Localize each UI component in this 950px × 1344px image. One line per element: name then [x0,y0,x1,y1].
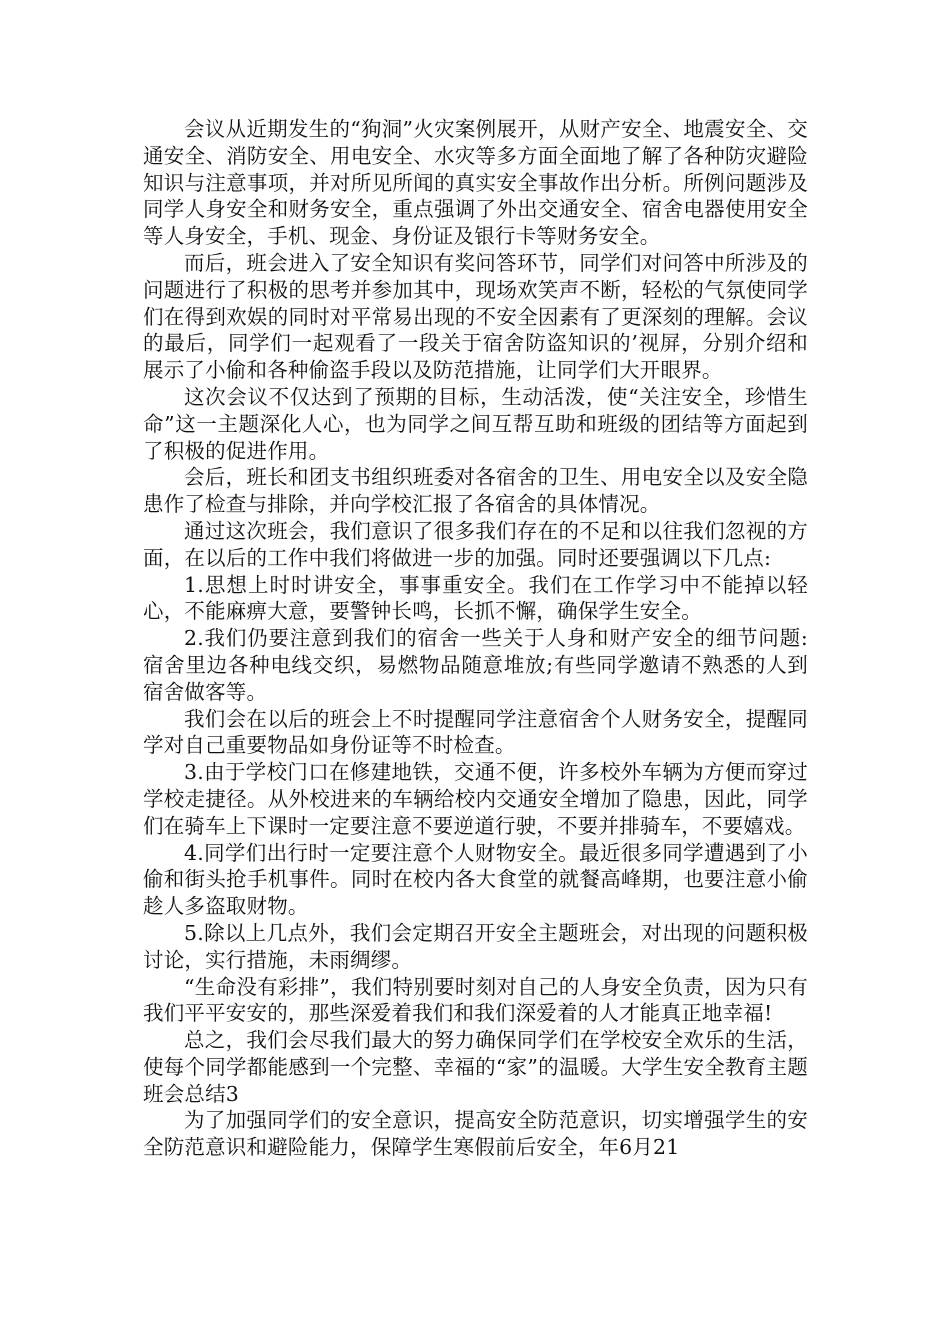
paragraph: 3.由于学校门口在修建地铁，交通不便，许多校外车辆为方便而穿过学校走捷径。从外校进来的车辆给校内交通安全增加了隐患，因此，同学们在骑车上下课时一定要注意不要逆道行驶，不要并排骑车，不要嬉戏。 [143,760,808,838]
paragraph: “生命没有彩排”，我们特别要时刻对自己的人身安全负责，因为只有我们平平安安的，那些深爱着我们和我们深爱着的人才能真正地幸福! [143,974,808,1026]
paragraph: 而后，班会进入了安全知识有奖问答环节，同学们对问答中所涉及的问题进行了积极的思考并参加其中，现场欢笑声不断，轻松的气氛使同学们在得到欢娱的同时对平常易出现的不安全因素有了更深刻的理解。会议的最后，同学们一起观看了一段关于宿舍防盗知识的’视屏，分别介绍和展示了小偷和各种偷盗手段以及防范措施，让同学们大开眼界。 [143,250,808,383]
paragraph: 4.同学们出行时一定要注意个人财物安全。最近很多同学遭遇到了小偷和街头抢手机事件。同时在校内各大食堂的就餐高峰期，也要注意小偷趁人多盗取财物。 [143,840,808,919]
paragraph: 总之，我们会尽我们最大的努力确保同学们在学校安全欢乐的生活，使每个同学都能感到一个完整、幸福的“家”的温暖。大学生安全教育主题班会总结3 [143,1028,808,1106]
paragraph: 会后，班长和团支书组织班委对各宿舍的卫生、用电安全以及安全隐患作了检查与排除，并向学校汇报了各宿舍的具体情况。 [143,465,808,517]
paragraph: 5.除以上几点外，我们会定期召开安全主题班会，对出现的问题积极讨论，实行措施，未雨绸缪。 [143,920,808,972]
paragraph: 2.我们仍要注意到我们的宿舍一些关于人身和财产安全的细节问题:宿舍里边各种电线交织，易燃物品随意堆放;有些同学邀请不熟悉的人到宿舍做客等。 [143,626,808,704]
paragraph: 我们会在以后的班会上不时提醒同学注意宿舍个人财务安全，提醒同学对自己重要物品如身份证等不时检查。 [143,706,808,758]
paragraph: 通过这次班会，我们意识了很多我们存在的不足和以往我们忽视的方面，在以后的工作中我们将做进一步的加强。同时还要强调以下几点: [143,518,808,570]
paragraph: 为了加强同学们的安全意识，提高安全防范意识，切实增强学生的安全防范意识和避险能力，保障学生寒假前后安全，年6月21 [143,1108,808,1160]
document-body [143,116,808,1161]
paragraph: 这次会议不仅达到了预期的目标，生动活泼，使“关注安全，珍惜生命”这一主题深化人心，也为同学之间互帮互助和班级的团结等方面起到了积极的促进作用。 [143,384,808,463]
paragraph: 会议从近期发生的“狗洞”火灾案例展开，从财产安全、地震安全、交通安全、消防安全、用电安全、水灾等多方面全面地了解了各种防灾避险知识与注意事项，并对所见所闻的真实安全事故作出分析。所例问题涉及同学人身安全和财务安全，重点强调了外出交通安全、宿舍电器使用安全等人身安全，手机、现金、身份证及银行卡等财务安全。 [143,117,808,249]
paragraph: 1.思想上时时讲安全，事事重安全。我们在工作学习中不能掉以轻心，不能麻痹大意，要警钟长鸣，长抓不懈，确保学生安全。 [143,572,808,624]
